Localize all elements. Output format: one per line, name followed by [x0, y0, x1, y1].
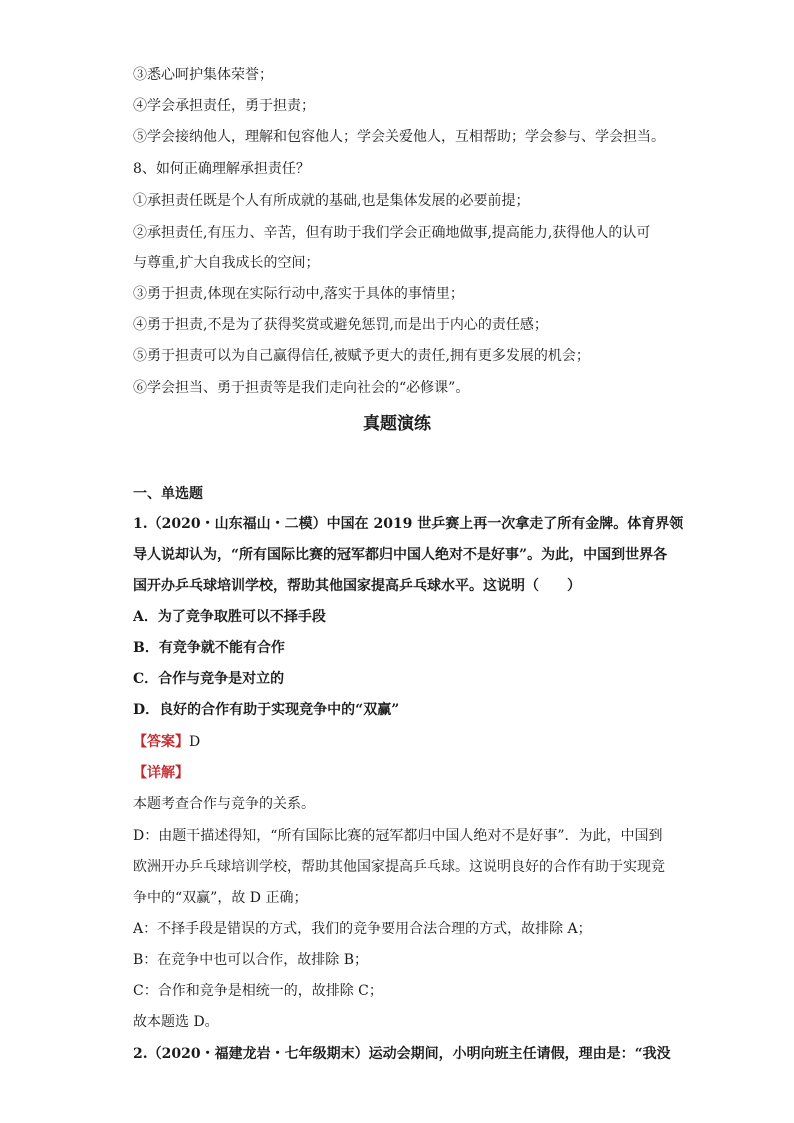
knowledge-line: ②承担责任,有压力、辛苦，但有助于我们学会正确地做事,提高能力,获得他人的认可 — [133, 225, 651, 241]
explain-line: D：由题干描述得知，“所有国际比赛的冠军都归中国人绝对不是好事”．为此，中国到 — [133, 828, 663, 844]
explain-line: 本题考查合作与竞争的关系。 — [133, 796, 315, 812]
answer-line — [133, 733, 693, 751]
question-stem-line: 1.（2020・山东福山・二模）中国在 2019 世乒赛上再一次拿走了所有金牌。体育界领 — [133, 516, 684, 532]
explain-line: C：合作和竞争是相统一的，故排除 C； — [133, 983, 383, 999]
knowledge-line: ③悉心呵护集体荣誉； — [133, 67, 273, 83]
option-a: A．为了竞争取胜可以不择手段 — [133, 609, 326, 625]
explain-line: 故本题选 D。 — [133, 1014, 219, 1030]
explain-line: A：不择手段是错误的方式，我们的竞争要用合法合理的方式，故排除 A； — [133, 921, 592, 937]
section-title: 真题演练 — [363, 414, 431, 434]
knowledge-line: ⑤勇于担责可以为自己赢得信任,被赋予更大的责任,拥有更多发展的机会； — [133, 348, 590, 364]
explain-label-line — [133, 764, 693, 782]
question-stem-line: 导人说却认为，“所有国际比赛的冠军都归中国人绝对不是好事”。为此，中国到世界各 — [133, 547, 668, 563]
option-d: D．良好的合作有助于实现竞争中的“双赢” — [133, 702, 400, 718]
question-stem-line: 国开办乒乓球培训学校，帮助其他国家提高乒乓球水平。这说明（ ） — [133, 578, 581, 594]
answer-label: 【答案】 — [133, 734, 189, 750]
option-c: C．合作与竞争是对立的 — [133, 671, 285, 687]
explain-label: 【详解】 — [133, 765, 189, 781]
explain-line: 欧洲开办乒乓球培训学校，帮助其他国家提高乒乓球。这说明良好的合作有助于实现竞 — [133, 859, 665, 875]
knowledge-line: ⑤学会接纳他人，理解和包容他人；学会关爱他人，互相帮助；学会参与、学会担当。 — [133, 129, 665, 145]
exercise-heading: 一、单选题 — [133, 486, 203, 502]
knowledge-line: 与尊重,扩大自我成长的空间； — [133, 255, 320, 271]
option-b: B．有竞争就不能有合作 — [133, 640, 285, 656]
answer-value: D — [189, 734, 201, 750]
knowledge-line: ①承担责任既是个人有所成就的基础,也是集体发展的必要前提； — [133, 193, 530, 209]
explain-line: B：在竞争中也可以合作，故排除 B； — [133, 952, 369, 968]
explain-line: 争中的“双赢”，故 D 正确； — [133, 890, 308, 906]
knowledge-line: ⑥学会担当、勇于担责等是我们走向社会的“必修课”。 — [133, 380, 470, 396]
knowledge-line: ④勇于担责,不是为了获得奖赏或避免惩罚,而是出于内心的责任感； — [133, 317, 548, 333]
question-heading-8: 8、如何正确理解承担责任？ — [133, 161, 310, 177]
question-stem-line: 2.（2020・福建龙岩・七年级期末）运动会期间，小明向班主任请假，理由是：“我没 — [133, 1046, 671, 1062]
knowledge-line: ④学会承担责任，勇于担责； — [133, 98, 315, 114]
knowledge-line: ③勇于担责,体现在实际行动中,落实于具体的事情里； — [133, 286, 464, 302]
